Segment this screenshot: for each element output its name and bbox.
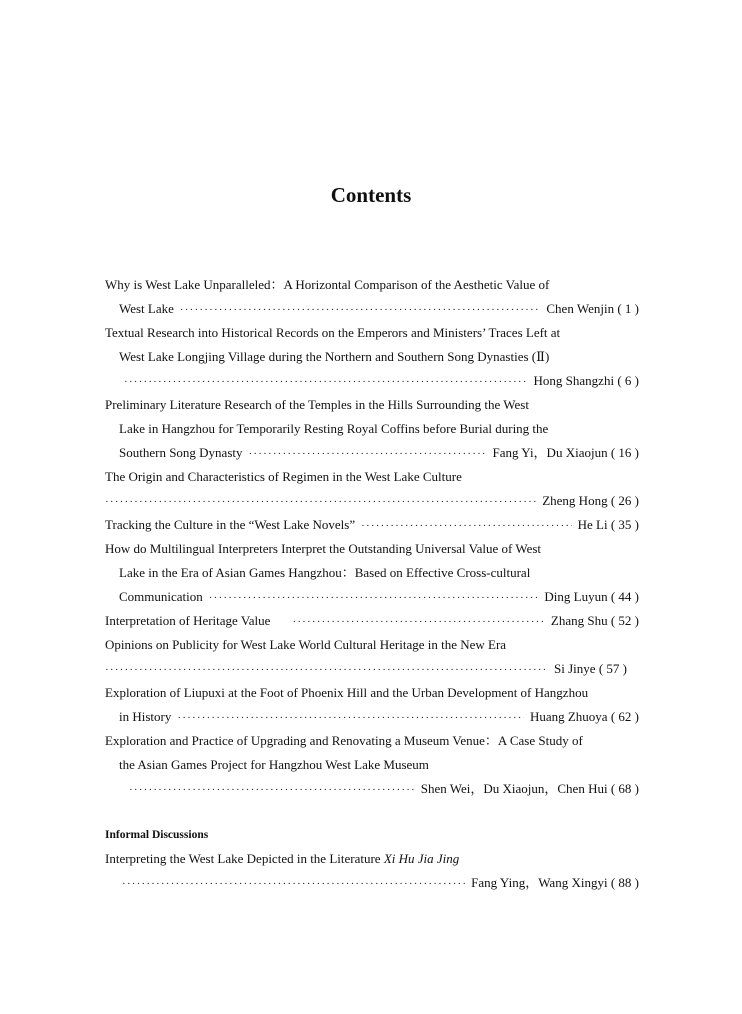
entry-5-title-line-1 <box>105 513 639 538</box>
entry-5-author: He Li ( 35 ) <box>577 517 639 532</box>
section-entry-title-text: Interpreting the West Lake Depicted in the Literature <box>105 851 384 866</box>
entry-2-title-text: Textual Research into Historical Records on the Emperors and Ministers’ Traces Left at <box>105 325 561 340</box>
entry-3-title-text: Preliminary Literature Research of the Temples in the Hills Surrounding the West <box>105 397 529 412</box>
section-entry-author: Fang Ying，Wang Xingyi ( 88 ) <box>471 875 639 890</box>
entry-2-title-line-1 <box>105 321 639 345</box>
entry-7-title-text: Interpretation of Heritage Value <box>105 613 271 628</box>
page-title: Contents <box>330 183 412 207</box>
entry-8-page: ( 57 ) <box>598 661 627 676</box>
section-entry-title-italic: Xi Hu Jia Jing <box>383 851 460 866</box>
entry-8-author-line <box>105 657 627 682</box>
entry-6-title-text-2: Lake in the Era of Asian Games Hangzhou：Based on Effective Cross-cultural <box>119 565 531 580</box>
leader-dots <box>209 586 539 610</box>
entry-6-page: ( 44 ) <box>610 589 639 604</box>
entry-4-title-line-1 <box>105 465 639 489</box>
entry-6-title-line-2 <box>119 561 639 585</box>
entry-6-title-line-3 <box>119 585 639 610</box>
entry-2-title-text-2: West Lake Longjing Village during the Northern and Southern Song Dynasties (Ⅱ) <box>119 349 550 364</box>
entry-3-author: Fang Yi，Du Xiaojun ( 16 ) <box>492 445 639 460</box>
section-entry-title-line-1 <box>105 847 639 871</box>
entry-4-title-text: The Origin and Characteristics of Regimen in the West Lake Culture <box>105 469 462 484</box>
entry-8-title-text: Opinions on Publicity for West Lake World Cultural Heritage in the New Era <box>105 637 507 652</box>
entry-1-page: ( 1 ) <box>617 301 639 316</box>
entry-5-page: ( 35 ) <box>610 517 639 532</box>
entry-6-title-text-3: Communication <box>119 589 203 604</box>
leader-dots <box>105 658 548 682</box>
entry-9-title-text-2: in History <box>119 709 172 724</box>
leader-dots <box>105 490 536 514</box>
entry-7-author: Zhang Shu ( 52 ) <box>550 613 639 628</box>
entry-4-author-line <box>105 489 639 514</box>
section-entry-author-line <box>122 871 639 896</box>
entry-10-page: ( 68 ) <box>610 781 639 796</box>
entry-2-author: Hong Shangzhi ( 6 ) <box>533 373 639 388</box>
entry-3-page: ( 16 ) <box>610 445 639 460</box>
entry-9-author: Huang Zhuoya ( 62 ) <box>529 709 639 724</box>
entry-10-author: Shen Wei，Du Xiaojun，Chen Hui ( 68 ) <box>420 781 639 796</box>
leader-dots <box>129 778 415 802</box>
entry-10-title-text: Exploration and Practice of Upgrading and Renovating a Museum Venue：A Case Study of <box>105 733 583 748</box>
entry-2-author-line <box>124 369 639 394</box>
leader-dots <box>249 442 487 466</box>
entry-6-title-line-1 <box>105 537 639 561</box>
entry-3-title-line-2 <box>119 417 639 441</box>
entry-6-title-text: How do Multilingual Interpreters Interpret the Outstanding Universal Value of West <box>105 541 542 556</box>
section-heading: Informal Discussions <box>105 829 209 841</box>
leader-dots <box>361 514 572 538</box>
entry-10-title-line-2 <box>119 753 639 777</box>
entry-5-title-text: Tracking the Culture in the “West Lake Novels” <box>105 517 356 532</box>
entry-4-page: ( 26 ) <box>610 493 639 508</box>
entry-1-author: Chen Wenjin ( 1 ) <box>546 301 639 316</box>
leader-dots <box>124 370 528 394</box>
entry-3-title-text-3: Southern Song Dynasty <box>119 445 243 460</box>
entry-1-title-text-2: West Lake <box>119 301 174 316</box>
section-entry-page: ( 88 ) <box>610 875 639 890</box>
entry-2-page: ( 6 ) <box>617 373 639 388</box>
entry-3-title-line-1 <box>105 393 639 417</box>
entry-10-author-line <box>129 777 639 802</box>
entry-4-author: Zheng Hong ( 26 ) <box>542 493 639 508</box>
entry-9-title-line-2 <box>119 705 639 730</box>
entry-9-title-text: Exploration of Liupuxi at the Foot of Phoenix Hill and the Urban Development of Hangzhou <box>105 685 589 700</box>
entry-9-page: ( 62 ) <box>610 709 639 724</box>
entry-8-author: Si Jinye ( 57 ) <box>554 661 627 676</box>
entry-2-title-line-2 <box>119 345 639 369</box>
entry-6-author: Ding Luyun ( 44 ) <box>544 589 639 604</box>
leader-dots <box>292 610 544 634</box>
entry-7-title-line-1 <box>105 609 639 634</box>
entry-3-title-text-2: Lake in Hangzhou for Temporarily Resting Royal Coffins before Burial during the <box>119 421 549 436</box>
entry-8-title-line-1 <box>105 633 639 657</box>
leader-dots <box>122 872 465 896</box>
entry-9-title-line-1 <box>105 681 639 705</box>
entry-1-title-text: Why is West Lake Unparalleled：A Horizontal Comparison of the Aesthetic Value of <box>105 277 550 292</box>
entry-1-title-line-2 <box>119 297 639 322</box>
entry-10-title-text-2: the Asian Games Project for Hangzhou West Lake Museum <box>119 757 429 772</box>
entry-10-title-line-1 <box>105 729 639 753</box>
leader-dots <box>177 706 524 730</box>
entry-3-title-line-3 <box>119 441 639 466</box>
leader-dots <box>180 298 540 322</box>
entry-1-title-line-1 <box>105 273 639 297</box>
entry-7-page: ( 52 ) <box>610 613 639 628</box>
